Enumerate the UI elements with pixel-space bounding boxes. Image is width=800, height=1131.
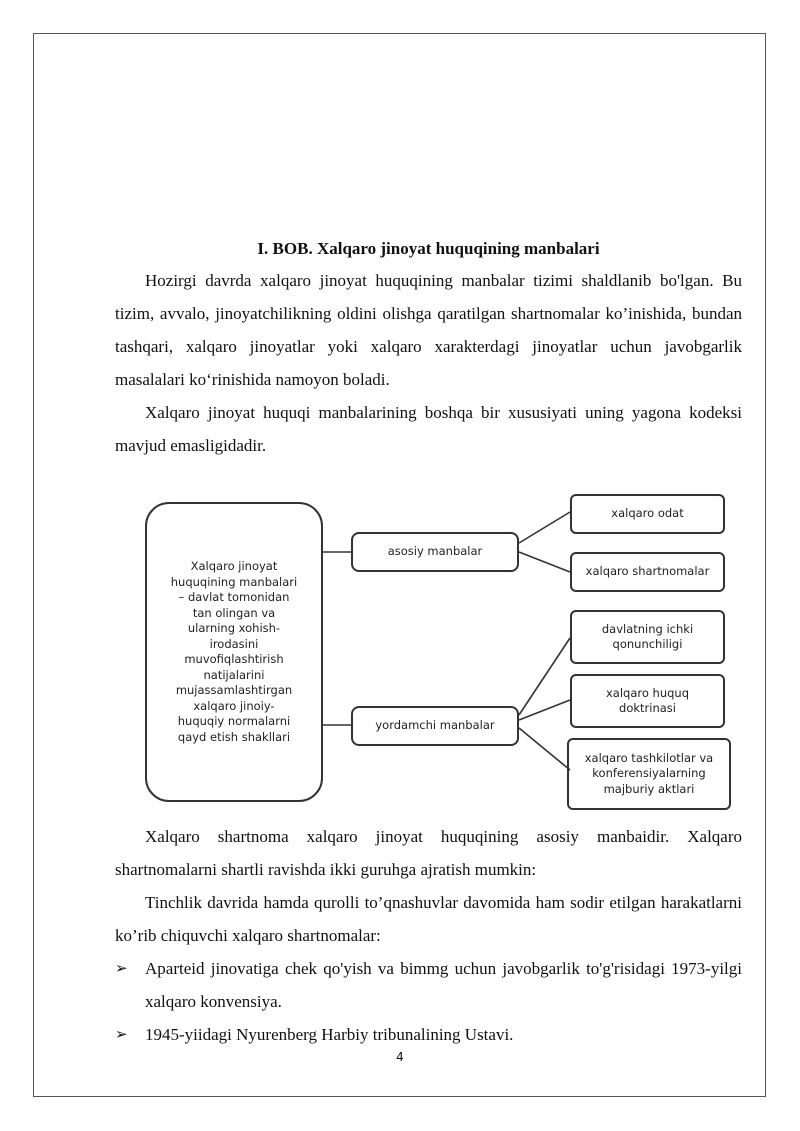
paragraph-1: Hozirgi davrda xalqaro jinoyat huquqining manbalar tizimi shaldlanib bo'lgan. Bu tizim, avvalo, jinoyatchilikning oldini olishga qaratilgan shartnomalar ko’inishida, bundan tashqari, xalqaro jinoyatlar yoki xalqaro xarakterdagi jinoyatlar uchun javobgarlik masalalari ko‘rinishida namoyon boladi. [115, 271, 742, 389]
main-line: natijalarini [203, 667, 265, 682]
main-line: Xalqaro jinoyat [190, 559, 278, 573]
chapter-heading: I. BOB. Xalqaro jinoyat huquqining manbalari [257, 239, 600, 258]
main-definition-box [145, 502, 323, 802]
main-line: mujassamlashtirgan [175, 683, 293, 697]
secondary-item-doctrine: xalqaro huquq doktrinasi [570, 674, 725, 728]
secondary-sources-box: yordamchi manbalar [351, 706, 519, 746]
bullet-item: ➢ 1945-yiidagi Nyurenberg Harbiy tribunalining Ustavi. [115, 1018, 742, 1051]
main-line: huquqining manbalari [170, 574, 298, 589]
document-body [115, 234, 742, 1051]
primary-item-treaties: xalqaro shartnomalar [570, 552, 725, 592]
sources-diagram [115, 470, 742, 820]
connector-primary-item-2 [519, 552, 570, 572]
paragraph-3: Xalqaro shartnoma xalqaro jinoyat huquqining asosiy manbaidir. Xalqaro shartnomalarni shartli ravishda ikki guruhga ajratish mumkin: [115, 827, 742, 879]
paragraph-4: Tinchlik davrida hamda qurolli to’qnashuvlar davomida ham sodir etilgan harakatlarni ko’rib chiquvchi xalqaro shartnomalar: [115, 893, 742, 945]
main-line: xalqaro jinoiy- [193, 698, 275, 713]
main-line: irodasini [209, 636, 259, 651]
main-line: ularning xohish- [187, 621, 281, 635]
primary-item-custom: xalqaro odat [570, 494, 725, 534]
main-line: – davlat tomonidan [178, 590, 290, 604]
connector-primary-item-1 [519, 512, 570, 543]
main-line: tan olingan va [192, 605, 276, 620]
main-line: qayd etish shakllari [177, 729, 291, 744]
secondary-item-domestic-law: davlatning ichki qonunchiligi [570, 610, 725, 664]
main-line: huquqiy normalarni [177, 714, 291, 728]
arrow-bullet-icon: ➢ [115, 1025, 128, 1043]
main-line: muvofiqlashtirish [184, 652, 284, 666]
connector-secondary-item-3 [519, 728, 570, 770]
secondary-item-organization-acts: xalqaro tashkilotlar va konferensiyalarning majburiy aktlari [567, 738, 731, 810]
arrow-bullet-icon: ➢ [115, 959, 128, 977]
page-number: 4 [396, 1050, 404, 1064]
primary-sources-box: asosiy manbalar [351, 532, 519, 572]
paragraph-2: Xalqaro jinoyat huquqi manbalarining boshqa bir xususiyati uning yagona kodeksi mavjud emasligidadir. [115, 403, 742, 455]
bullet-item: ➢ Aparteid jinovatiga chek qo'yish va bimmg uchun javobgarlik to'g'risidagi 1973-yilgi xalqaro konvensiya. [115, 952, 742, 1018]
